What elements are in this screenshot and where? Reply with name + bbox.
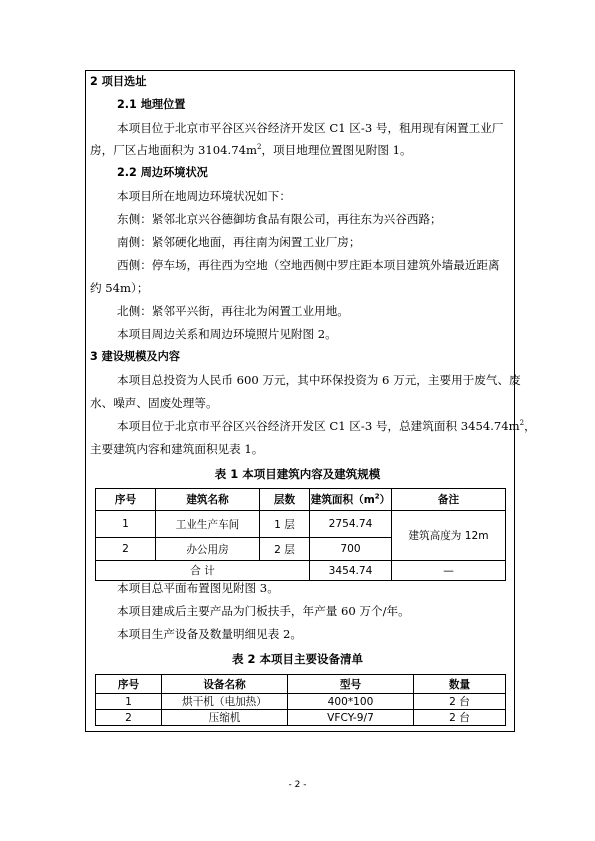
- t1-header-floors: 层数: [260, 489, 310, 511]
- table-row: [96, 710, 506, 726]
- t2-cell: 1: [96, 694, 162, 710]
- table-1: [95, 488, 506, 581]
- s22-north: 北侧：紧邻平兴街，再往北为闲置工业用地。: [117, 304, 349, 318]
- t2-cell: 烘干机（电加热）: [162, 694, 288, 710]
- s3-p1-line-2: 水、噪声、固废处理等。: [90, 396, 218, 410]
- t2-cell: 400*100: [288, 694, 414, 710]
- s22-south: 南侧：紧邻硬化地面，再往南为闲置工业厂房；: [117, 235, 361, 249]
- t1-cell: 工业生产车间: [156, 511, 260, 538]
- s3-p2-line-1: 本项目位于北京市平谷区兴谷经济开发区 C1 区-3 号，总建筑面积 $3454.74m^2$，: [117, 419, 536, 433]
- t1-header-remark: 备注: [392, 489, 506, 511]
- t2-header-model: 型号: [288, 675, 414, 694]
- t2-cell: 压缩机: [162, 710, 288, 726]
- table-2: [95, 674, 506, 726]
- after-t1-line-3: 本项目生产设备及数量明细见表 2。: [117, 627, 302, 641]
- t1-total-remark: —: [392, 561, 506, 581]
- section-2-heading: 2 项目选址: [90, 75, 147, 88]
- t1-header-index: 序号: [96, 489, 156, 511]
- t1-header-name: 建筑名称: [156, 489, 260, 511]
- t1-cell: 2 层: [260, 538, 310, 561]
- t2-cell: 2 台: [414, 694, 506, 710]
- t2-cell: VFCY-9/7: [288, 710, 414, 726]
- t1-cell: 2: [96, 538, 156, 561]
- section-3-heading: 3 建设规模及内容: [90, 350, 180, 363]
- s3-p2-line-2: 主要建筑内容和建筑面积见表 1。: [90, 442, 264, 456]
- t1-remark-merged: 建筑高度为 12m: [392, 511, 506, 561]
- table-row: [96, 511, 506, 538]
- s22-west-line-2: 约 54m）；: [90, 281, 149, 295]
- s21-paragraph-line-1: 本项目位于北京市平谷区兴谷经济开发区 C1 区-3 号，租用现有闲置工业厂: [117, 121, 504, 135]
- t1-cell: 700: [310, 538, 392, 561]
- t1-cell: 1 层: [260, 511, 310, 538]
- s22-west-line-1: 西侧：停车场，再往西为空地（空地西侧中罗庄距本项目建筑外墙最近距离: [117, 258, 500, 272]
- t1-total-value: 3454.74: [310, 561, 392, 581]
- table-total-row: [96, 561, 506, 581]
- t1-cell: 办公用房: [156, 538, 260, 561]
- s3-p1-line-1: 本项目总投资为人民币 600 万元，其中环保投资为 6 万元，主要用于废气、废: [117, 373, 521, 387]
- t2-header-qty: 数量: [414, 675, 506, 694]
- table-2-caption: 表 2 本项目主要设备清单: [231, 652, 363, 666]
- t2-header-index: 序号: [96, 675, 162, 694]
- t2-header-name: 设备名称: [162, 675, 288, 694]
- after-t1-line-2: 本项目建成后主要产品为门板扶手，年产量 60 万个/年。: [117, 604, 410, 618]
- t1-header-area: 建筑面积$(m^2)$: [310, 489, 392, 511]
- s22-photo-note: 本项目周边关系和周边环境照片见附图 2。: [117, 327, 337, 341]
- t2-cell: 2 台: [414, 710, 506, 726]
- s22-intro: 本项目所在地周边环境状况如下：: [117, 189, 291, 203]
- section-2-1-heading: 2.1 地理位置: [117, 98, 186, 111]
- t1-cell: 1: [96, 511, 156, 538]
- page-number: - 2 -: [288, 780, 307, 790]
- after-t1-line-1: 本项目总平面布置图见附图 3。: [117, 581, 279, 595]
- s22-east: 东侧：紧邻北京兴谷德御坊食品有限公司，再往东为兴谷西路；: [117, 212, 442, 226]
- table-row: [96, 694, 506, 710]
- table-1-caption: 表 1 本项目建筑内容及建筑规模: [214, 467, 381, 481]
- section-2-2-heading: 2.2 周边环境状况: [117, 166, 208, 179]
- t1-total-label: 合 计: [96, 561, 310, 581]
- t2-cell: 2: [96, 710, 162, 726]
- t1-cell: 2754.74: [310, 511, 392, 538]
- s21-paragraph-line-2: 房，厂区占地面积为 $3104.74m^2$，项目地理位置图见附图 1。: [90, 143, 412, 157]
